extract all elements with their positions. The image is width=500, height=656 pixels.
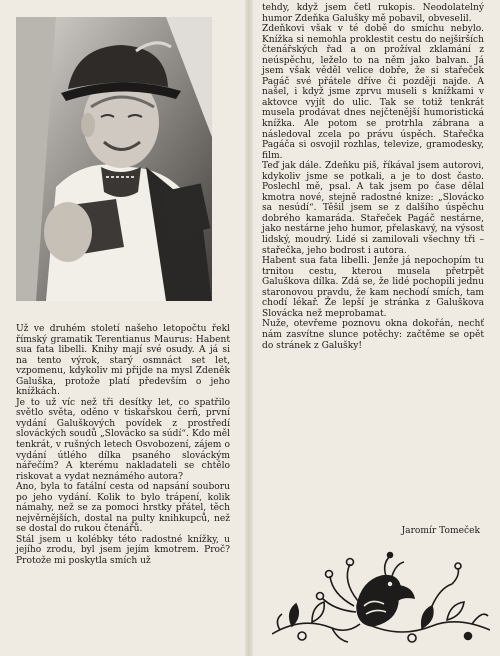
paragraph: Habent sua fata libelli. Jenže já nepochopím tu trnitou cestu, kterou musela přetrpět Galuškova dílka. Zdá se, že lidé pochopili jednu staronovou pravdu, že kam nechodí smích, tam chodí lékař. Že lepší je stránka z Galuškova Slovácka než meprobamat. [262, 256, 484, 319]
photo-illustration [16, 17, 212, 301]
left-column-text [16, 324, 230, 567]
author-signature: Jaromír Tomeček [401, 526, 480, 536]
paragraph: Je to už víc než tři desítky let, co spatřilo světlo světa, oděno v tiskařskou čerň, první vydání Galuškových povídek z prostředí slováckých soudů „Slovácko sa súdí“. Kdo měl tenkrát, v rušných letech Osvobození, zájem o vydání útlého dílka psaného slováckým nářečím? A kterému nakladateli se chtělo riskovat a vydat neznámého autora? [16, 397, 230, 482]
paragraph: Teď jak dále. Zdeňku piš, říkával jsem autorovi, kdykoliv jsme se potkali, a je to dost často. Poslechl mě, psal. A tak jsem po čase dělal kmotra nové, stejně radostné knize: „Slovácko sa nesúdí“. Těšil jsem se z dalšího úspěchu dobrého kamaráda. Stařeček Pagáč nestárne, jako nestárne jeho humor, přelaskavý, na výsost lidský, moudrý. Lidé si zamilovali všechny tři – stařečka, jeho bodrost i autora. [262, 161, 484, 256]
author-photo [16, 17, 212, 301]
folk-ornament-icon [272, 546, 490, 646]
paragraph: Už ve druhém století našeho letopočtu řekl římský gramatik Terentianus Maurus: Habent sua fata libelli. Knihy mají své osudy. A já si na tento výrok, starý osmnáct set let, vzpomenu, kdykoliv mi přijde na mysl Zdeněk Galuška, protože platí především o jeho knížkách. [16, 324, 230, 398]
paragraph: Ano, byla to fatální cesta od napsání souboru po jeho vydání. Kolik to bylo trápení, kolik námahy, než se za pomoci hrstky přátel, těch nejvěrnějších, dostal na pulty knihkupců, než se dostal do rukou čtenářů. [16, 482, 230, 535]
paragraph: tehdy, když jsem četl rukopis. Neodolatelný humor Zdeňka Galušky mě pobavil, obveselil. [262, 3, 484, 24]
book-spine [245, 0, 253, 656]
paragraph: Nuže, otevřeme poznovu okna dokořán, nechť nám zasvítne slunce potěchy: začtěme se opět do stránek z Galušky! [262, 319, 484, 351]
paragraph: Zdeňkovi však v té době do smíchu nebylo. Knížka si nemohla proklestit cestu do nejširších čtenářských řad a on prožíval zklamání z neúspěchu, leželo to na něm jako balvan. Já jsem však věděl velice dobře, že si stařeček Pagáč své přátele dříve či později najde. A našel, i když jsme zprvu museli s knížkami v aktovce vyjít do ulic. Tak se totiž tenkrát musela prodávat dnes nejčtenější humoristická knížka. Ale potom se protrhla zábrana a následoval zcela po právu úspěch. Stařečka Pagáča si osvojil rozhlas, televize, gramodesky, film. [262, 24, 484, 161]
right-column-text [262, 3, 484, 351]
paragraph: Stál jsem u kolébky této radostné knížky, u jejího zrodu, byl jsem jejím kmotrem. Proč? Protože mi poskytla smích už [16, 534, 230, 567]
